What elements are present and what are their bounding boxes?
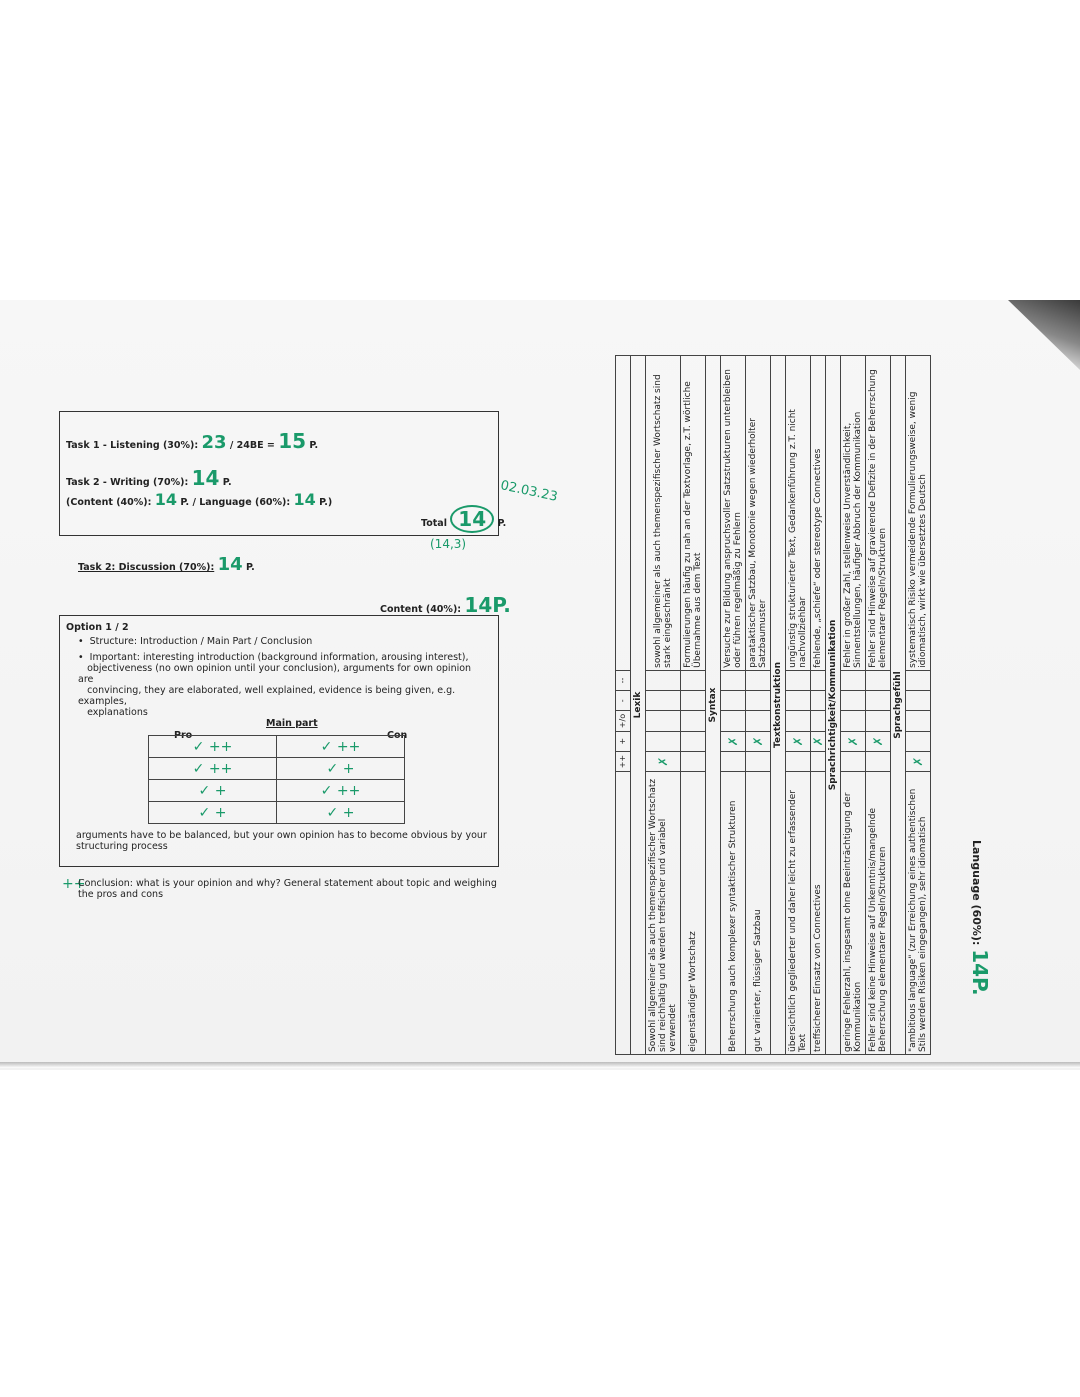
criterion-left: treffsicherer Einsatz von Connectives	[811, 772, 826, 1055]
tick-mark: ✗	[721, 731, 746, 751]
conclusion-hand-mark: ++	[62, 876, 86, 892]
grid-row-scale	[616, 356, 631, 1055]
content-section-hand: 14P.	[464, 593, 511, 617]
grid-row-heading	[631, 356, 646, 1055]
con-label: Con	[387, 730, 408, 741]
criterion-right: systematisch Risiko vermeidende Formulierungsweise, wenig idiomatisch, wirkt wie übersetztes Deutsch	[906, 356, 931, 671]
grid-row	[906, 356, 931, 1055]
date-hand: 02.03.23	[499, 478, 559, 505]
heading-gefuehl: Sprachgefühl	[891, 356, 906, 1055]
criterion-left: "ambitious language" (zur Erreichung eines authentischen Stils werden Risiken eingegangen), sehr idiomatisch	[906, 772, 931, 1055]
heading-text: Textkonstruktion	[771, 356, 786, 1055]
criterion-left: gut variierter, flüssiger Satzbau	[746, 772, 771, 1055]
scale-4: -	[616, 691, 631, 711]
criterion-right: parataktischer Satzbau, Monotonie wegen wiederholter Satzbaumuster	[746, 356, 771, 671]
grid-row	[786, 356, 811, 1055]
content-prefix: (Content (40%):	[66, 497, 152, 508]
bullet-structure: • Structure: Introduction / Main Part / Conclusion	[78, 636, 313, 647]
pro-con-row	[149, 802, 405, 824]
language-hand: 14	[293, 490, 316, 509]
task2-hand: 14	[191, 466, 220, 490]
bullet-important: • Important: interesting introduction (background information, arousing interest), objectiveness (no own opinion until your conclusion), arguments for own opinion are convincing, they are elaborated, well explained, evidence is being given, e.g. examples, explanations	[78, 652, 472, 718]
total-hand: 14	[450, 505, 494, 533]
task2-label: Task 2 - Writing (70%):	[66, 477, 189, 488]
tick-mark: ✗	[906, 751, 931, 771]
criterion-left: übersichtlich gegliederter und daher leicht zu erfassender Text	[786, 772, 811, 1055]
con-cell: ✓ ++	[277, 780, 405, 802]
sheet-edge	[0, 1062, 1080, 1068]
content-language-line	[66, 490, 333, 509]
scale-5: --	[616, 670, 631, 690]
content-mid: P. / Language (60%):	[180, 497, 291, 508]
criterion-left: eigenständiger Wortschatz	[681, 772, 706, 1055]
tick-mark: ✗	[746, 731, 771, 751]
criterion-left: Beherrschung auch komplexer syntaktischer Strukturen	[721, 772, 746, 1055]
pro-label: Pro	[174, 730, 193, 741]
language-label: Language (60%):	[970, 840, 983, 946]
main-part-label: Main part	[266, 718, 318, 729]
criterion-right: Versuche zur Bildung anspruchsvoller Satzstrukturen unterbleiben oder führen regelmäßig zu Fehlern	[721, 356, 746, 671]
grid-row-heading	[826, 356, 841, 1055]
grid-row	[811, 356, 826, 1055]
option-label: Option 1 / 2	[66, 622, 129, 633]
tick-mark: ✗	[811, 731, 826, 751]
bullet-important-text-c: convincing, they are elaborated, well explained, evidence is being given, e.g. examples,	[78, 685, 456, 707]
discussion-hand: 14	[217, 554, 243, 575]
tick-mark: ✗	[866, 731, 891, 751]
discussion-label: Task 2: Discussion (70%):	[78, 562, 215, 573]
scale-2: +	[616, 731, 631, 751]
con-cell: ✓ +	[277, 802, 405, 824]
criterion-right: Formulierungen häufig zu nah an der Textvorlage, z.T. wörtliche Übernahme aus dem Text	[681, 356, 706, 671]
grid-blank	[616, 772, 631, 1055]
total-sub-hand: (14,3)	[430, 537, 467, 551]
criterion-left: Sowohl allgemeiner als auch themenspezifischer Wortschatz sind reichhaltig und werden treffsicher und variabel verwendet	[646, 772, 681, 1055]
criterion-right: Fehler in großer Zahl, stellenweise Unverständlichkeit, Sinnentstellungen, häufiger Abbruch der Kommunikation	[841, 356, 866, 671]
tick-mark: ✗	[786, 731, 811, 751]
content-heading	[380, 593, 511, 617]
bullet-structure-text: Structure: Introduction / Main Part / Conclusion	[89, 636, 313, 647]
task1-hand-points: 23	[201, 432, 227, 453]
total-label: Total	[421, 518, 447, 529]
scale-3: +/o	[616, 711, 631, 731]
criterion-right: sowohl allgemeiner als auch themenspezifischer Wortschatz sind stark eingeschränkt	[646, 356, 681, 671]
pro-con-row	[149, 758, 405, 780]
task1-suffix: P.	[309, 440, 319, 451]
content-label: Content (40%):	[380, 604, 462, 615]
tick-mark: ✗	[646, 751, 681, 771]
task1-hand-result: 15	[278, 429, 307, 453]
total-suffix: P.	[497, 518, 507, 529]
pro-cell: ✓ +	[149, 780, 277, 802]
pro-con-row	[149, 780, 405, 802]
bullet-important-text: Important: interesting introduction (background information, arousing interest),	[89, 652, 469, 663]
criterion-right: ungünstig strukturierter Text, Gedankenführung z.T. nicht nachvollziehbar	[786, 356, 811, 671]
pro-cell: ✓ ++	[149, 736, 277, 758]
pro-cell: ✓ +	[149, 802, 277, 824]
heading-lexik: Lexik	[631, 356, 646, 1055]
bullet-important-text-b: objectiveness (no own opinion until your conclusion), arguments for own opinion are	[78, 663, 472, 685]
grid-row	[646, 356, 681, 1055]
grid-blank	[616, 356, 631, 671]
bullet-important-text-d: explanations	[87, 707, 148, 718]
grid-row	[721, 356, 746, 1055]
content-suffix: P.)	[319, 497, 333, 508]
language-section-hand: 14P.	[968, 949, 992, 996]
task1-label: Task 1 - Listening (30%):	[66, 440, 199, 451]
tick-mark: ✗	[841, 731, 866, 751]
language-grid	[615, 355, 980, 1055]
criterion-right: fehlende, „schiefe“ oder stereotype Connectives	[811, 356, 826, 671]
grid-row-heading	[771, 356, 786, 1055]
heading-syntax: Syntax	[706, 356, 721, 1055]
grid-row	[746, 356, 771, 1055]
discussion-line	[78, 554, 255, 575]
total-line	[421, 507, 507, 531]
criterion-left: geringe Fehlerzahl, insgesamt ohne Beeinträchtigung der Kommunikation	[841, 772, 866, 1055]
pro-cell: ✓ ++	[149, 758, 277, 780]
pro-con-row	[149, 736, 405, 758]
balanced-note: arguments have to be balanced, but your own opinion has to become obvious by your structuring process	[76, 830, 487, 852]
grid-row	[681, 356, 706, 1055]
criterion-left: Fehler sind keine Hinweise auf Unkenntnis/mangelnde Beherrschung elementarer Regeln/Strukturen	[866, 772, 891, 1055]
task2-line	[66, 466, 232, 490]
con-cell: ✓ +	[277, 758, 405, 780]
task1-mid: / 24BE =	[229, 440, 275, 451]
grid-row	[866, 356, 891, 1055]
discussion-suffix: P.	[245, 562, 255, 573]
grid-row-heading	[891, 356, 906, 1055]
criterion-right: Fehler sind Hinweise auf gravierende Defizite in der Beherrschung elementarer Regeln/Strukturen	[866, 356, 891, 671]
grid-row	[841, 356, 866, 1055]
conclusion-note: Conclusion: what is your opinion and why? General statement about topic and weighing the pros and cons	[78, 878, 497, 900]
task2-suffix: P.	[222, 477, 232, 488]
heading-komm: Sprachrichtigkeit/Kommunikation	[826, 356, 841, 1055]
content-hand: 14	[154, 490, 177, 509]
con-cell: ✓ ++	[277, 736, 405, 758]
scale-1: ++	[616, 751, 631, 771]
grid-row-heading	[706, 356, 721, 1055]
task1-line	[66, 429, 319, 453]
pro-con-table	[148, 735, 405, 824]
